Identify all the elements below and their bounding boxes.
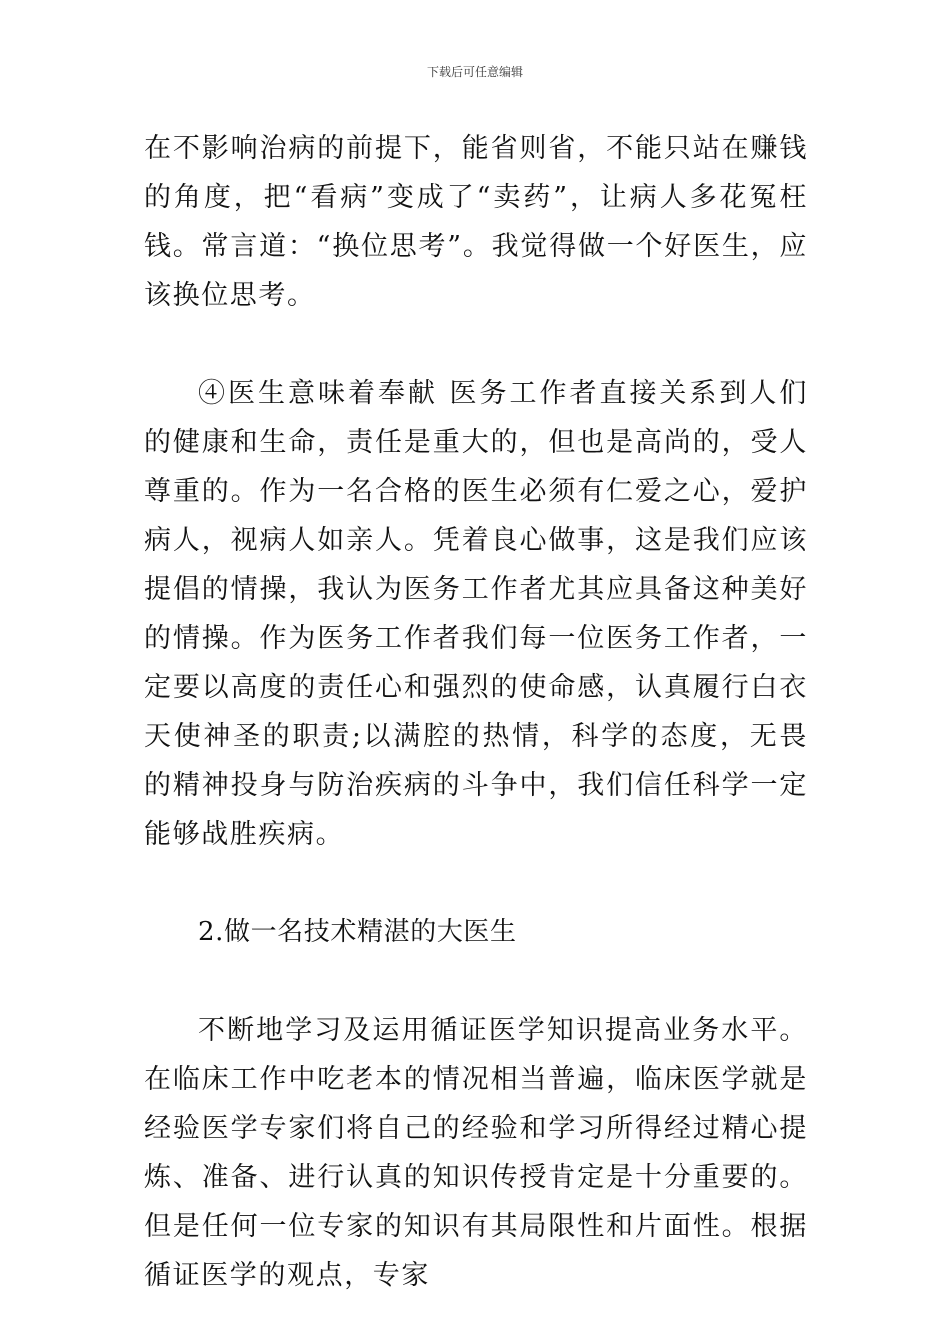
paragraph-continuous-learning: 不断地学习及运用循证医学知识提高业务水平。在临床工作中吃老本的情况相当普遍，临床医学就是经验医学专家们将自己的经验和学习所得经过精心提炼、准备、进行认真的知识传授肯定是十分重要的。但是任何一位专家的知识有其局限性和片面性。根据循证医学的观点，专家 <box>144 1015 808 1291</box>
page-header: 下载后可任意编辑 <box>426 65 523 79</box>
paragraph-continuation: 在不影响治病的前提下，能省则省，不能只站在赚钱的角度，把“看病”变成了“卖药”，让病人多花冤枉钱。常言道：“换位思考”。我觉得做一个好医生，应该换位思考。 <box>144 133 808 311</box>
document-body <box>144 124 808 1300</box>
section-heading: 2.做一名技术精湛的大医生 <box>198 917 517 947</box>
paragraph-doctor-dedication: ④医生意味着奉献 医务工作者直接关系到人们的健康和生命，责任是重大的，但也是高尚的，受人尊重的。作为一名合格的医生必须有仁爱之心，爱护病人，视病人如亲人。凭着良心做事，这是我们应该提倡的情操，我认为医务工作者尤其应具备这种美好的情操。作为医务工作者我们每一位医务工作者，一定要以高度的责任心和强烈的使命感，认真履行白衣天使神圣的职责;以满腔的热情，科学的态度，无畏的精神投身与防治疾病的斗争中，我们信任科学一定能够战胜疾病。 <box>144 378 808 850</box>
